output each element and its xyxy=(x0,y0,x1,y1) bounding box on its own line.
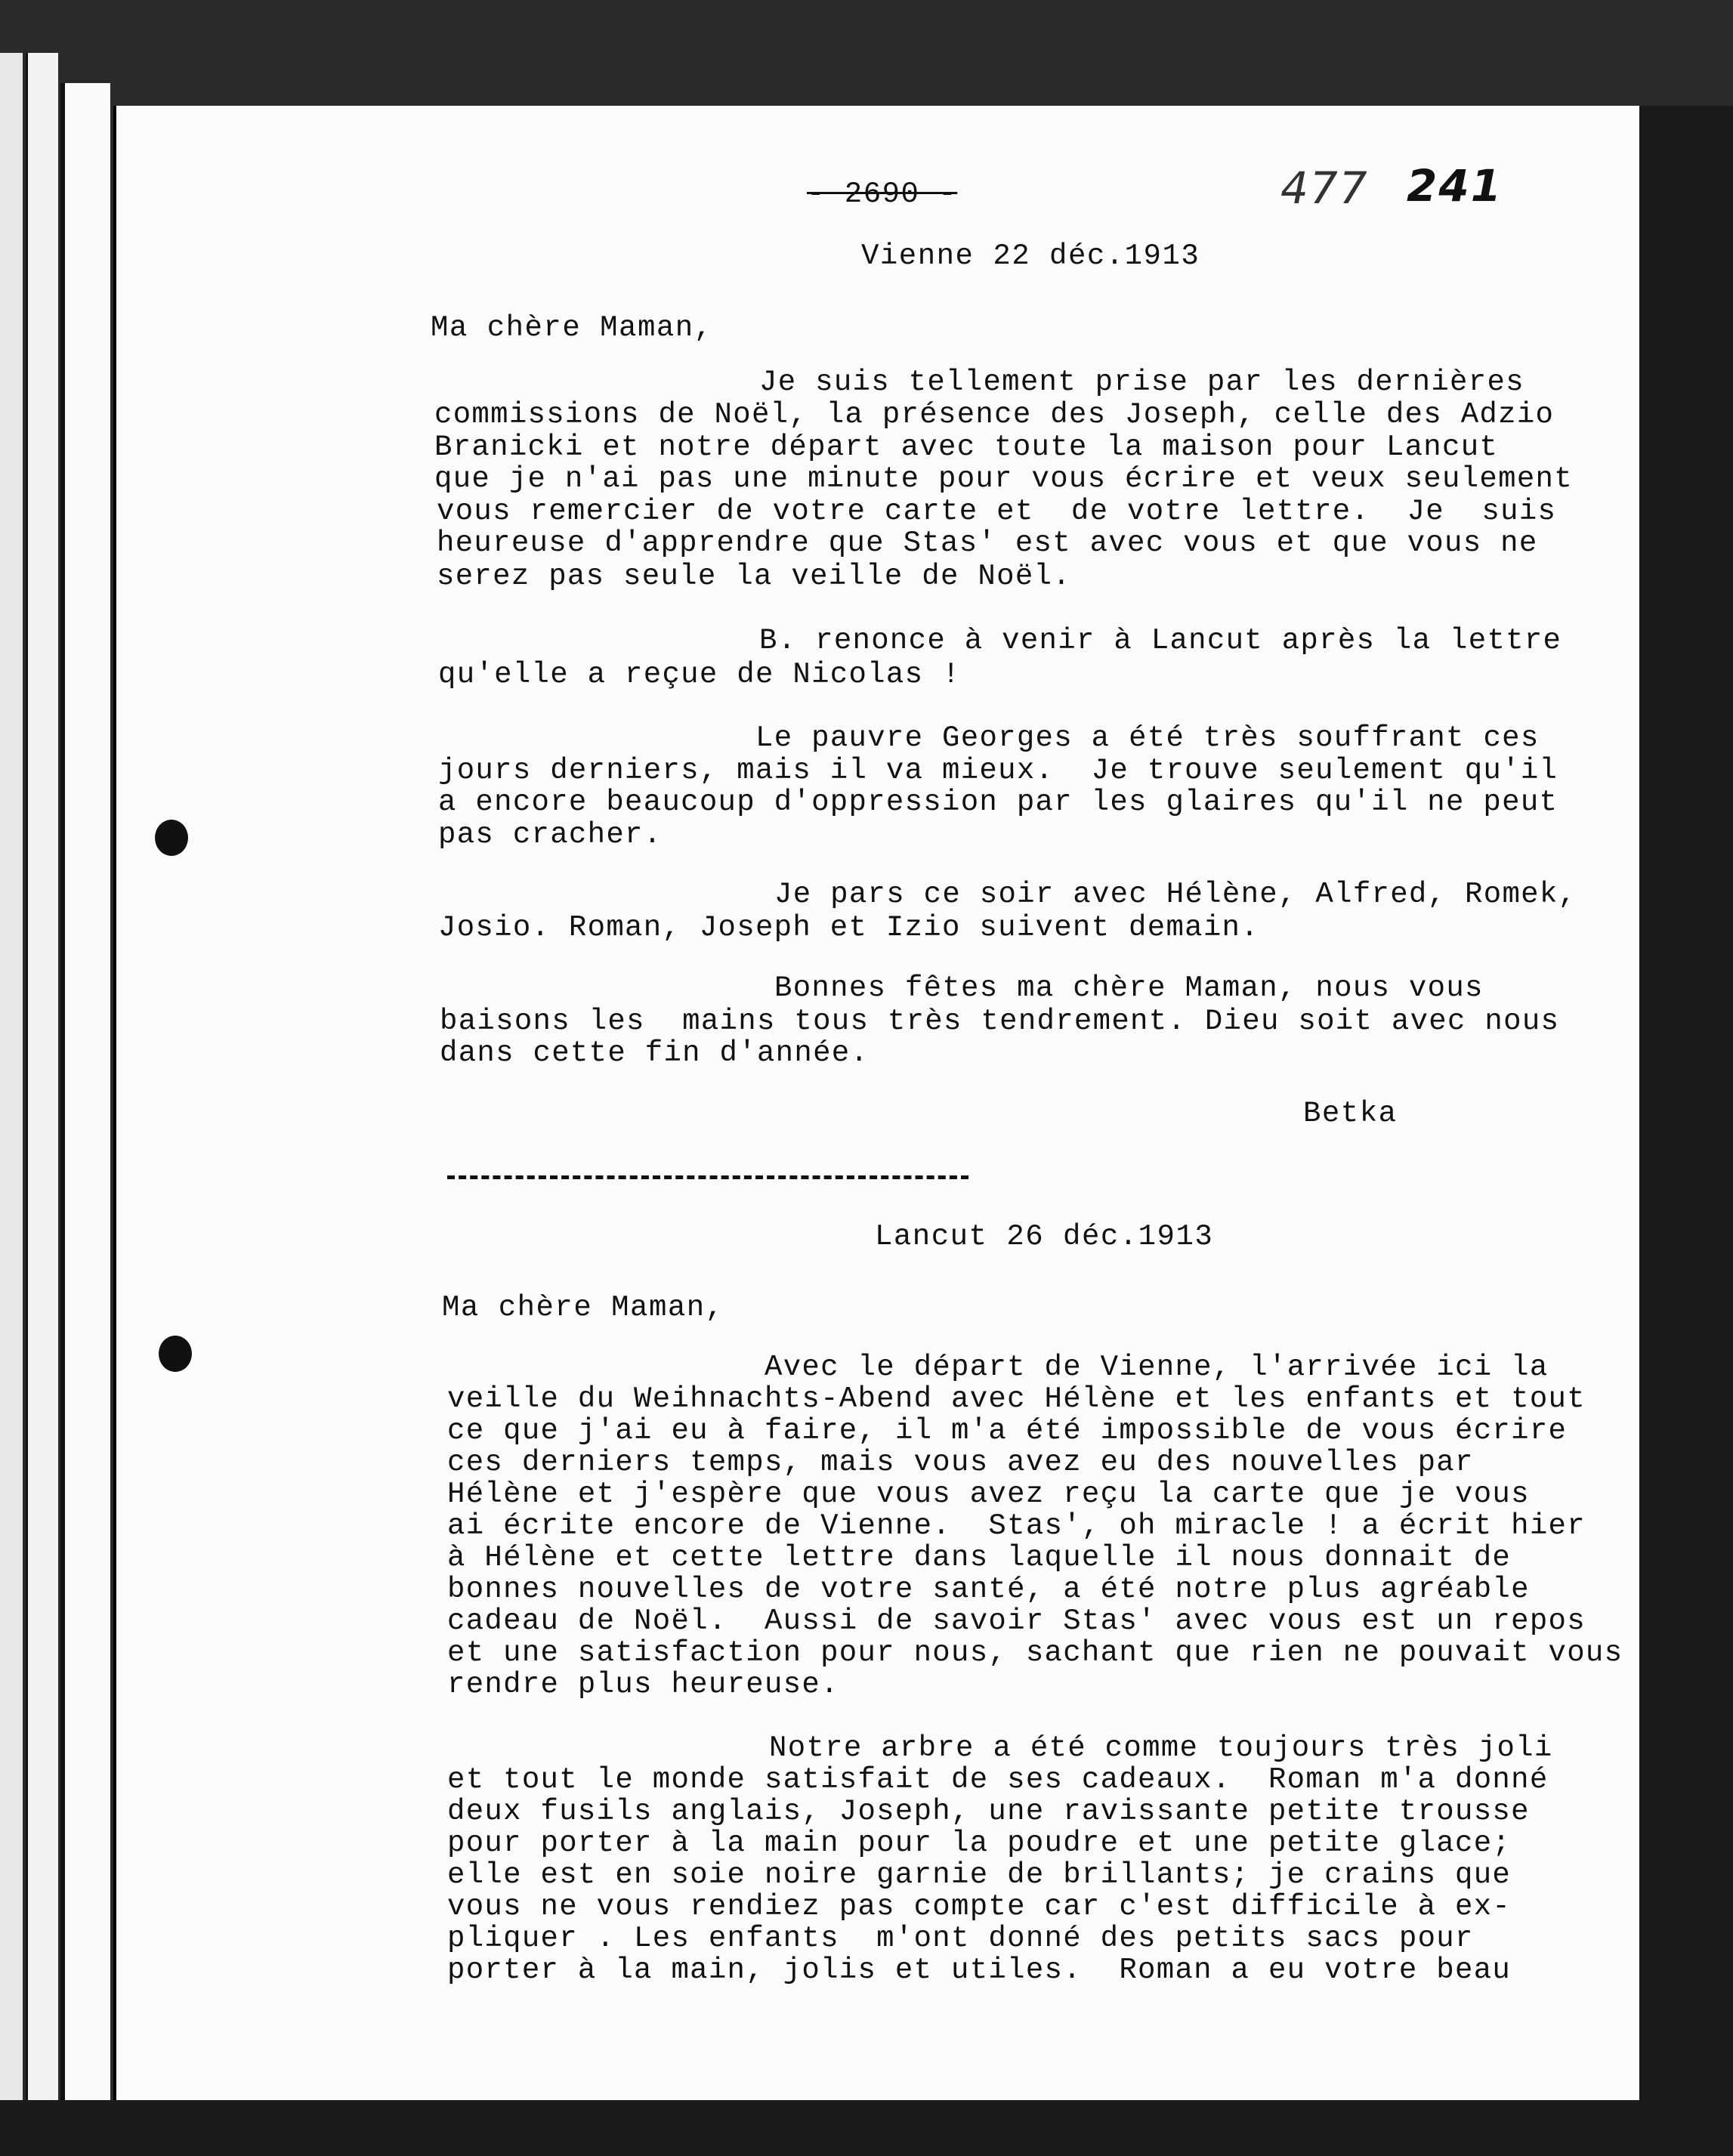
letter1-line: a encore beaucoup d'oppression par les glaires qu'il ne peut xyxy=(438,786,1558,819)
letter2-line: ce que j'ai eu à faire, il m'a été impossible de vous écrire xyxy=(447,1414,1568,1447)
letter2-line: veille du Weihnachts-Abend avec Hélène et les enfants et tout xyxy=(447,1382,1586,1416)
letter1-line: Bonnes fêtes ma chère Maman, nous vous xyxy=(774,971,1484,1005)
letter1-dateline: Vienne 22 déc.1913 xyxy=(861,239,1200,273)
letter2-line: cadeau de Noël. Aussi de savoir Stas' avec vous est un repos xyxy=(447,1605,1586,1638)
letter1-line: serez pas seule la veille de Noël. xyxy=(437,560,1071,593)
letter1-line: commissions de Noël, la présence des Joseph, celle des Adzio xyxy=(434,398,1555,431)
letter1-line: que je n'ai pas une minute pour vous écrire et veux seulement xyxy=(434,462,1573,496)
letter1-line: heureuse d'apprendre que Stas' est avec vous et que vous ne xyxy=(437,527,1538,560)
letter1-line: pas cracher. xyxy=(438,818,663,851)
punch-hole xyxy=(155,820,188,856)
letter-separator xyxy=(447,1175,968,1179)
letter2-line: ces derniers temps, mais vous avez eu des nouvelles par xyxy=(447,1446,1474,1479)
letter1-line: Je pars ce soir avec Hélène, Alfred, Romek, xyxy=(774,878,1577,911)
archive-number-old: 477 xyxy=(1280,162,1369,214)
letter2-line: porter à la main, jolis et utiles. Roman a eu votre beau xyxy=(447,1954,1512,1987)
letter1-salutation: Ma chère Maman, xyxy=(431,311,713,344)
letter2-dateline: Lancut 26 déc.1913 xyxy=(875,1220,1214,1253)
letter1-line: qu'elle a reçue de Nicolas ! xyxy=(438,658,961,691)
letter2-line: à Hélène et cette lettre dans laquelle il nous donnait de xyxy=(447,1541,1512,1574)
letter1-line: B. renonce à venir à Lancut après la lettre xyxy=(759,624,1562,657)
letter2-line: Avec le départ de Vienne, l'arrivée ici la xyxy=(765,1351,1549,1384)
page-stack-edge xyxy=(60,83,110,2156)
letter2-line: vous ne vous rendiez pas compte car c'est difficile à ex- xyxy=(447,1890,1512,1923)
letter2-line: et tout le monde satisfait de ses cadeaux. Roman m'a donné xyxy=(447,1763,1549,1796)
page-number: - 2690 - xyxy=(807,178,958,211)
letter2-line: Notre arbre a été comme toujours très joli xyxy=(769,1731,1553,1765)
letter2-line: deux fusils anglais, Joseph, une ravissante petite trousse xyxy=(447,1795,1530,1828)
letter1-line: dans cette fin d'année. xyxy=(440,1036,870,1070)
page-stack-edge xyxy=(0,53,23,2156)
punch-hole xyxy=(159,1336,192,1372)
archive-number-new: 241 xyxy=(1407,160,1503,212)
letter2-line: elle est en soie noire garnie de brillants; je crains que xyxy=(447,1858,1512,1892)
letter1-signature: Betka xyxy=(1303,1097,1398,1130)
letter1-line: Josio. Roman, Joseph et Izio suivent demain. xyxy=(438,911,1259,944)
letter2-line: et une satisfaction pour nous, sachant que rien ne pouvait vous xyxy=(447,1636,1623,1670)
letter1-line: jours derniers, mais il va mieux. Je trouve seulement qu'il xyxy=(438,754,1558,787)
letter2-line: pliquer . Les enfants m'ont donné des petits sacs pour xyxy=(447,1922,1474,1955)
letter1-line: vous remercier de votre carte et de votre lettre. Je suis xyxy=(437,495,1557,528)
page-stack-edge xyxy=(26,53,58,2156)
letter1-line: Je suis tellement prise par les dernières xyxy=(759,366,1524,399)
scan-background xyxy=(1636,106,1733,2156)
letter2-line: rendre plus heureuse. xyxy=(447,1668,839,1701)
letter2-salutation: Ma chère Maman, xyxy=(442,1291,724,1324)
letter2-line: Hélène et j'espère que vous avez reçu la carte que je vous xyxy=(447,1478,1530,1511)
letter1-line: Le pauvre Georges a été très souffrant ces xyxy=(755,721,1540,755)
letter2-line: ai écrite encore de Vienne. Stas', oh miracle ! a écrit hier xyxy=(447,1509,1586,1543)
letter1-line: baisons les mains tous très tendrement. Dieu soit avec nous xyxy=(440,1005,1560,1038)
scan-background xyxy=(0,2100,1733,2156)
letter2-line: pour porter à la main pour la poudre et une petite glace; xyxy=(447,1827,1512,1860)
letter1-line: Branicki et notre départ avec toute la maison pour Lancut xyxy=(434,431,1499,464)
letter2-line: bonnes nouvelles de votre santé, a été notre plus agréable xyxy=(447,1573,1530,1606)
